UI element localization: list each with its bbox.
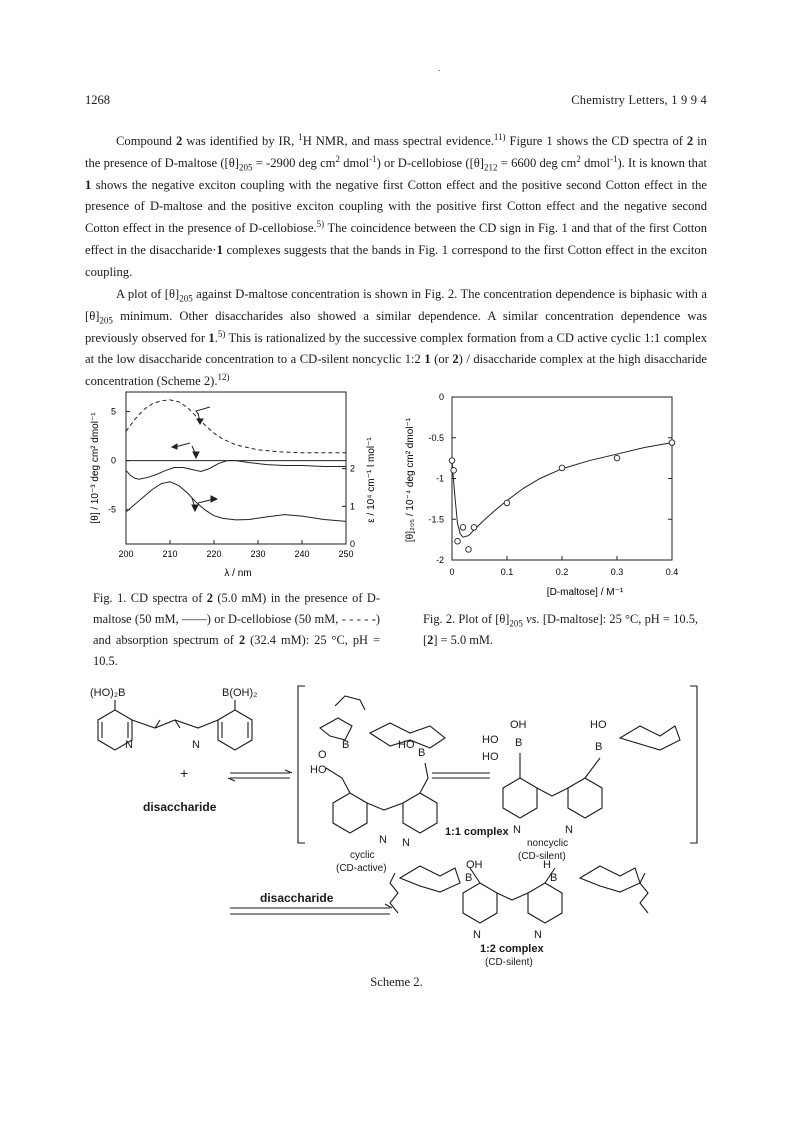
fig2-xtick-label: 0.2 xyxy=(555,567,569,577)
paragraph-cd-spectra: Compound 2 was identified by IR, $^1$H NMR, and mass spectral evidence.$^{11)}$ Figure 1 shows the CD spectra of 2 in the presence of D-maltose ($[\theta]_{205} = -2900$ deg $cm^2$ dmol$^{-1}$) or D-cellobiose ($[\theta]_{212} = 6600$ deg $cm^2$ dmol$^{-1}$). It is known that 1 shows the negative exciton coupling with the negative first Cotton effect and the positive second Cotton effect in the presence of D-maltose and the positive exciton coupling with the positive first Cotton effect and the negative second Cotton effect in the presence of D-cellobiose.$^{5)}$ The coincidence between the CD sign in Fig. 1 and that of the first Cotton effect in the disaccharide·1 complexes suggests that the bands in Fig. 1 correspond to the first Cotton effect in the exciton coupling. xyxy=(85,131,708,279)
fig1-ytick-label: -5 xyxy=(107,504,116,515)
atom-oh-noncyclic: OH xyxy=(510,719,527,731)
atom-n-noncyclic-1: N xyxy=(513,824,521,836)
fig2-data-point xyxy=(460,525,466,531)
fig1-y2tick-label: 0 xyxy=(350,539,356,549)
fig2-ytick-label: -1.5 xyxy=(428,514,444,525)
page-speck xyxy=(438,70,440,71)
journal-name: Chemistry Letters, 1 9 9 4 xyxy=(571,93,707,107)
label-cyclic: cyclic xyxy=(350,850,375,861)
atom-n-cyclic-2: N xyxy=(402,837,410,849)
fig2-plot-frame xyxy=(452,397,672,560)
atom-n-bottom-2: N xyxy=(534,929,542,941)
page-number: 1268 xyxy=(85,93,110,107)
atom-n-1: N xyxy=(125,739,133,751)
complex-1-2-structure xyxy=(390,866,648,923)
fig1-arrowhead-a xyxy=(197,419,203,424)
label-complex-1-2-sub: (CD-silent) xyxy=(485,957,533,968)
complex-bracket-left xyxy=(298,686,305,843)
figure-2-caption: Fig. 2. Plot of $[\theta]_{205}$ vs. [D-maltose]: 25 °C, pH = 10.5, [2] = 5.0 mM. xyxy=(423,612,698,647)
fig1-series-2 xyxy=(126,400,346,453)
label-noncyclic: noncyclic xyxy=(527,838,569,849)
page-header xyxy=(85,93,707,113)
atom-b-bottom-1: B xyxy=(465,872,473,884)
complex-bracket-right xyxy=(690,686,697,843)
figure-1-caption: Fig. 1. CD spectra of 2 (5.0 mM) in the presence of D-maltose (50 mM, ——) or D-cellobiose (50 mM, - - - - -) and absorption spectrum of 2 (32.4 mM): 25 °C, pH = 10.5. xyxy=(93,591,381,668)
fig2-data-point xyxy=(614,455,620,461)
atom-ho-noncyclic-3: HO xyxy=(590,719,607,731)
atom-o-cyclic-1: O xyxy=(318,749,327,761)
fig2-data-point xyxy=(466,547,472,553)
atom-n-2: N xyxy=(192,739,200,751)
fig2-data-point xyxy=(559,465,565,471)
fig2-fit-curve xyxy=(452,443,672,538)
fig2-xlabel: [D-maltose] / M⁻¹ xyxy=(546,587,624,598)
fig2-ytick-label: -0.5 xyxy=(428,432,444,443)
fig2-xtick-label: 0 xyxy=(449,567,455,577)
fig2-ytick-label: -1 xyxy=(435,473,444,484)
fig1-arrowhead-b xyxy=(172,444,177,449)
fig2-data-point xyxy=(471,525,477,531)
fig1-xtick-label: 250 xyxy=(338,549,354,559)
fig1-y2label: ε / 10⁴ cm⁻¹ l mol⁻¹ xyxy=(366,437,377,523)
atom-n-cyclic-1: N xyxy=(379,834,387,846)
label-boronic-left: (HO)₂B xyxy=(90,687,126,699)
label-cyclic-sub: (CD-active) xyxy=(336,863,387,874)
fig1-plot-frame xyxy=(126,392,346,544)
reagent-disaccharide: disaccharide xyxy=(143,800,217,814)
atom-b-cyclic: B xyxy=(342,739,350,751)
fig2-ytick-label: -2 xyxy=(435,555,444,565)
fig1-ytick-label: 5 xyxy=(110,406,116,417)
figure-2-plot xyxy=(395,385,695,600)
fig1-xtick-label: 210 xyxy=(162,549,178,559)
bipyridine-diboronic-acid xyxy=(98,700,252,750)
atom-b-bottom-2: B xyxy=(550,872,558,884)
fig2-ylabel: [θ]₂₀₅ / 10⁻⁴ deg cm² dmol⁻¹ xyxy=(405,417,416,543)
fig1-arrowhead-d xyxy=(192,505,198,511)
fig2-data-point xyxy=(449,458,455,464)
scheme-label: Scheme 2. xyxy=(370,975,423,989)
figure-1-cd-spectra xyxy=(80,380,380,580)
fig1-series-1 xyxy=(126,461,346,480)
label-noncyclic-sub: (CD-silent) xyxy=(518,851,566,862)
fig2-xtick-label: 0.1 xyxy=(500,567,514,577)
plus-sign: + xyxy=(180,765,189,781)
fig1-xtick-label: 220 xyxy=(206,549,222,559)
fig1-xtick-label: 230 xyxy=(250,549,266,559)
fig1-arrow-left-dashed xyxy=(196,407,210,414)
fig1-ytick-label: 0 xyxy=(110,455,116,466)
atom-h-bottom-2: H xyxy=(543,859,551,871)
fig1-xtick-label: 200 xyxy=(118,549,134,559)
atom-n-bottom-1: N xyxy=(473,929,481,941)
fig2-data-point xyxy=(504,500,510,506)
atom-n-noncyclic-2: N xyxy=(565,824,573,836)
atom-b-noncyclic-2: B xyxy=(595,741,603,753)
reagent-disaccharide-2: disaccharide xyxy=(260,891,334,905)
atom-ho-cyclic-2: HO xyxy=(398,739,415,751)
label-complex-1-1: 1:1 complex xyxy=(445,826,509,838)
fig1-arrowhead-e xyxy=(211,496,217,502)
fig2-data-point xyxy=(451,468,457,474)
scheme-2-diagram xyxy=(80,678,720,973)
fig1-y2tick-label: 1 xyxy=(350,501,356,512)
fig2-xtick-label: 0.3 xyxy=(610,567,624,577)
fig2-ytick-label: 0 xyxy=(438,392,444,402)
fig2-xtick-label: 0.4 xyxy=(665,567,679,577)
atom-ho-noncyclic-1: HO xyxy=(482,734,499,746)
paragraph-concentration: A plot of $[\theta]_{205}$ against D-maltose concentration is shown in Fig. 2. The concentration dependence is biphasic with a $[\theta]_{205}$ minimum. Other disaccharides also showed a similar dependence. A similar concentration dependence was previously observed for 1.$^{5)}$ This is rationalized by the successive complex formation from a CD active cyclic 1:1 complex at the low disaccharide concentration to a CD-silent noncyclic 1:2 1 (or 2) / disaccharide complex at the high disaccharide concentration (Scheme 2).$^{12)}$ xyxy=(85,287,708,389)
atom-ho-cyclic: HO xyxy=(310,764,327,776)
fig2-data-point xyxy=(455,538,461,544)
atom-oh-bottom-1: OH xyxy=(466,859,483,871)
fig1-y2tick-label: 2 xyxy=(350,463,356,474)
atom-b-noncyclic-1: B xyxy=(515,737,523,749)
atom-b-cyclic-2: B xyxy=(418,747,426,759)
fig1-arrowhead-c xyxy=(193,452,199,458)
noncyclic-complex-structure xyxy=(503,726,680,818)
label-boronic-right: B(OH)₂ xyxy=(222,687,258,699)
fig2-data-point xyxy=(669,440,675,446)
fig1-ylabel: [θ] / 10⁻³ deg cm² dmol⁻¹ xyxy=(90,412,101,524)
cyclic-complex-structure xyxy=(320,696,445,833)
fig1-series-3 xyxy=(126,482,346,522)
fig1-xtick-label: 240 xyxy=(294,549,310,559)
fig1-xlabel: λ / nm xyxy=(224,568,252,579)
atom-ho-noncyclic-2: HO xyxy=(482,751,499,763)
label-complex-1-2: 1:2 complex xyxy=(480,943,544,955)
